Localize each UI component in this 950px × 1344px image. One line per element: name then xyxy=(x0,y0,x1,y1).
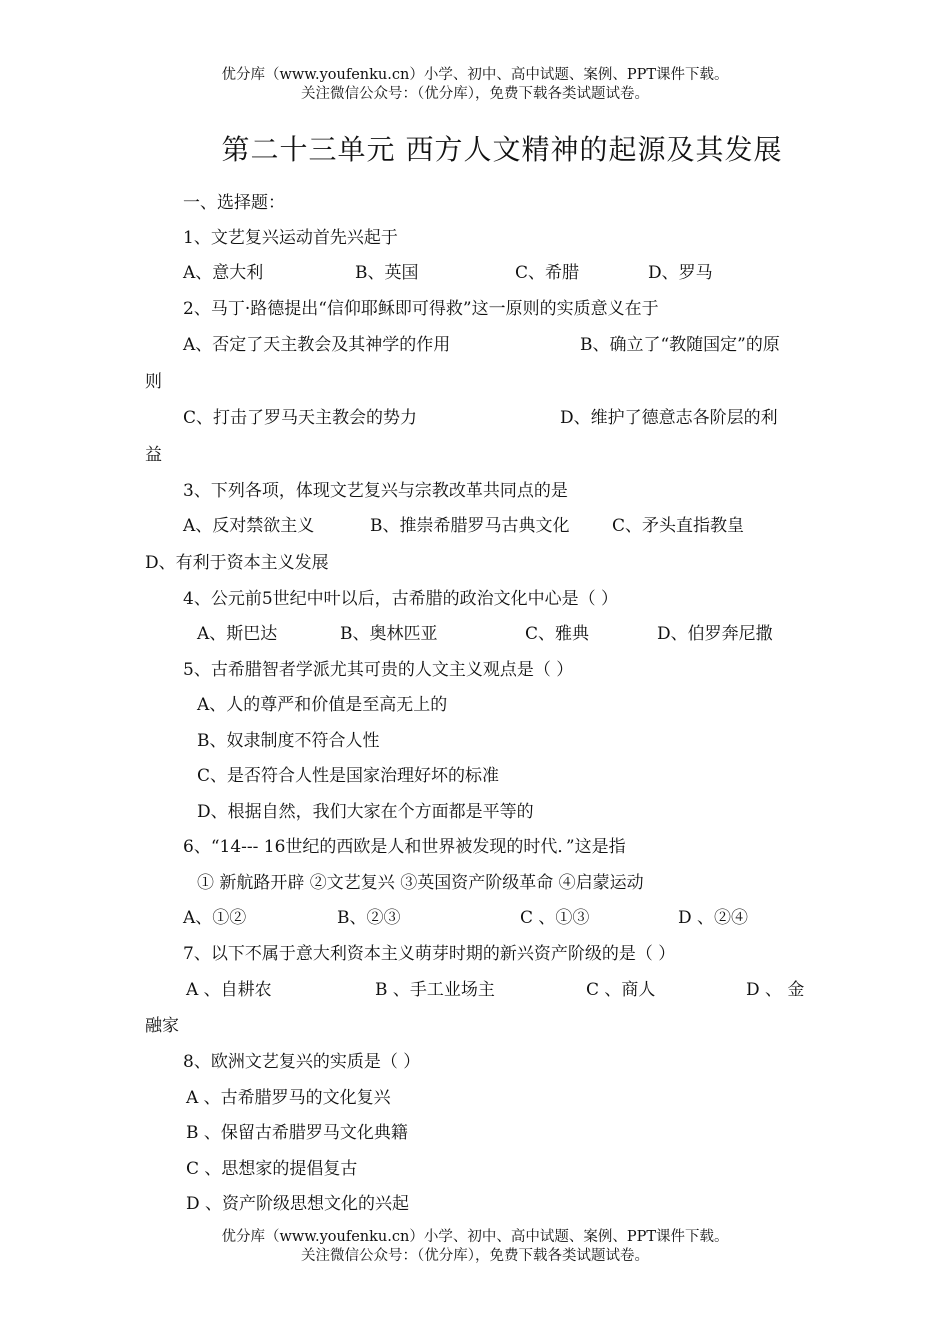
question-1-option-b: B、英国 xyxy=(355,263,419,283)
question-4-stem: 4、公元前5世纪中叶以后，古希腊的政治文化中心是（ ） xyxy=(183,589,619,609)
page-footer xyxy=(0,1228,950,1266)
page-title: 第二十三单元 西方人文精神的起源及其发展 xyxy=(221,133,783,166)
question-3-option-d: D、有利于资本主义发展 xyxy=(145,553,329,573)
question-2-option-b-wrap: 则 xyxy=(145,372,162,392)
question-8-stem: 8、欧洲文艺复兴的实质是（ ） xyxy=(183,1052,421,1072)
question-3-option-b: B、推崇希腊罗马古典文化 xyxy=(370,516,570,536)
header-line-2: 关注微信公众号：（优分库），免费下载各类试题试卷。 xyxy=(301,86,649,102)
question-5-option-d: D、根据自然，我们大家在个方面都是平等的 xyxy=(197,802,534,822)
section-heading: 一、选择题： xyxy=(183,193,285,213)
question-6-option-a: A、①② xyxy=(183,908,247,928)
question-2-option-d: D、维护了德意志各阶层的利 xyxy=(560,408,778,428)
page-header xyxy=(0,66,950,104)
question-5-option-a: A、人的尊严和价值是至高无上的 xyxy=(197,695,448,715)
question-8-option-b: B 、保留古希腊罗马文化典籍 xyxy=(186,1123,408,1143)
question-5-option-c: C、是否符合人性是国家治理好坏的标准 xyxy=(197,766,500,786)
question-7-option-d-wrap: 融家 xyxy=(145,1016,179,1036)
question-7-option-c: C 、商人 xyxy=(586,980,656,1000)
question-2-stem: 2、马丁·路德提出“信仰耶稣即可得救”这一原则的实质意义在于 xyxy=(183,299,659,319)
question-6-option-b: B、②③ xyxy=(337,908,401,928)
question-3-option-c: C、矛头直指教皇 xyxy=(612,516,745,536)
question-2-option-b: B、确立了“教随国定”的原 xyxy=(580,335,780,355)
question-6-stem: 6、“14--- 16世纪的西欧是人和世界被发现的时代．”这是指 xyxy=(183,837,626,857)
question-8-option-c: C 、思想家的提倡复古 xyxy=(186,1159,358,1179)
question-6-option-d: D 、②④ xyxy=(678,908,749,928)
question-1-stem: 1、文艺复兴运动首先兴起于 xyxy=(183,228,398,248)
question-1-option-a: A、意大利 xyxy=(183,263,264,283)
question-7-stem: 7、以下不属于意大利资本主义萌芽时期的新兴资产阶级的是（ ） xyxy=(183,944,676,964)
question-4-option-d: D、伯罗奔尼撒 xyxy=(657,624,773,644)
question-5-option-b: B、奴隶制度不符合人性 xyxy=(197,731,380,751)
question-4-option-b: B、奥林匹亚 xyxy=(340,624,438,644)
header-line-1: 优分库（www.youfenku.cn）小学、初中、高中试题、案例、PPT课件下载。 xyxy=(221,67,729,83)
question-7-option-b: B 、手工业场主 xyxy=(375,980,495,1000)
footer-line-1: 优分库（www.youfenku.cn）小学、初中、高中试题、案例、PPT课件下载。 xyxy=(221,1229,729,1245)
question-8-option-d: D 、资产阶级思想文化的兴起 xyxy=(186,1194,410,1214)
question-6-items: ① 新航路开辟 ②文艺复兴 ③英国资产阶级革命 ④启蒙运动 xyxy=(197,873,644,893)
question-5-stem: 5、古希腊智者学派尤其可贵的人文主义观点是（ ） xyxy=(183,660,574,680)
question-2-option-d-wrap: 益 xyxy=(145,445,162,465)
question-8-option-a: A 、古希腊罗马的文化复兴 xyxy=(186,1088,391,1108)
question-3-option-a: A、反对禁欲主义 xyxy=(183,516,315,536)
question-7-option-a: A 、自耕农 xyxy=(186,980,272,1000)
question-4-option-a: A、斯巴达 xyxy=(197,624,278,644)
footer-line-2: 关注微信公众号：（优分库），免费下载各类试题试卷。 xyxy=(301,1248,649,1264)
question-3-stem: 3、下列各项，体现文艺复兴与宗教改革共同点的是 xyxy=(183,481,568,501)
question-2-option-a: A、否定了天主教会及其神学的作用 xyxy=(183,335,451,355)
question-1-option-d: D、罗马 xyxy=(648,263,713,283)
question-6-option-c: C 、①③ xyxy=(520,908,590,928)
question-7-option-d: D 、 金 xyxy=(746,980,805,1000)
question-1-option-c: C、希腊 xyxy=(515,263,580,283)
question-2-option-c: C、打击了罗马天主教会的势力 xyxy=(183,408,418,428)
question-4-option-c: C、雅典 xyxy=(525,624,590,644)
